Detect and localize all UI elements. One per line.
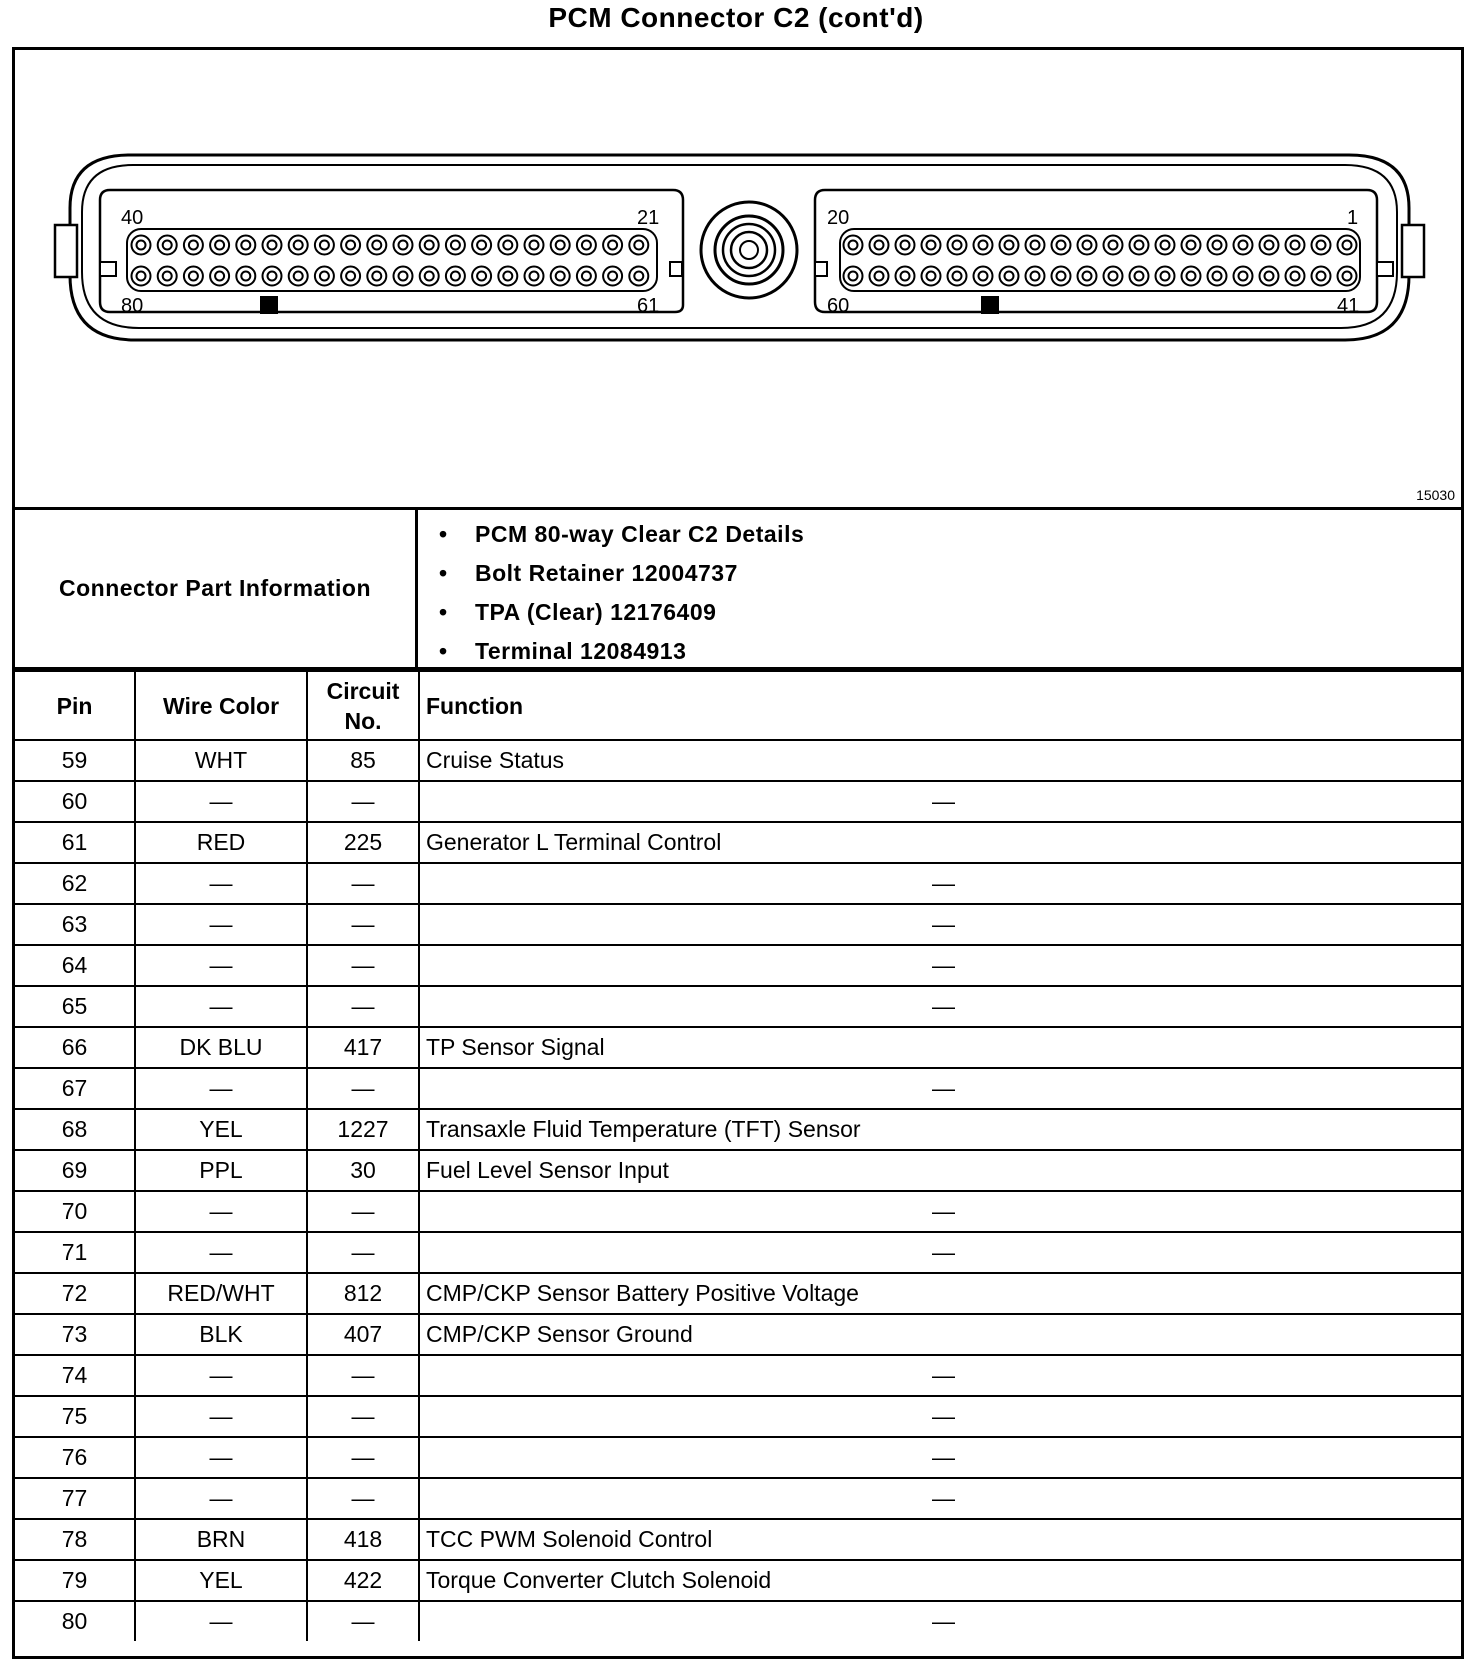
left-key-marker <box>260 296 278 314</box>
circuit-cell: 1227 <box>307 1109 419 1150</box>
wire-color-cell: — <box>135 1355 307 1396</box>
circuit-cell: 812 <box>307 1273 419 1314</box>
table-row <box>15 740 1461 781</box>
left-pin-cavity <box>289 236 308 255</box>
left-pin-cavity <box>394 236 413 255</box>
right-pin-cavity <box>922 236 941 255</box>
pin-cell: 74 <box>15 1355 135 1396</box>
right-pin-cavity <box>1234 267 1253 286</box>
table-row <box>15 1437 1461 1478</box>
table-row <box>15 1068 1461 1109</box>
left-pin-cavity <box>577 236 596 255</box>
pin-label-21: 21 <box>637 207 660 229</box>
right-pin-cavity <box>870 267 889 286</box>
left-pin-cavity <box>551 267 570 286</box>
right-pin-cavity <box>974 236 993 255</box>
wire-color-cell: — <box>135 1232 307 1273</box>
left-pin-cavity <box>525 236 544 255</box>
left-pin-cavity <box>394 267 413 286</box>
table-row <box>15 1601 1461 1641</box>
connector-detail-item: • Bolt Retainer 12004737 <box>439 560 738 586</box>
connector-detail-item: • PCM 80-way Clear C2 Details <box>439 521 805 547</box>
left-pin-cavity <box>184 267 203 286</box>
right-latch <box>1402 225 1424 277</box>
right-pin-cavity <box>1000 236 1019 255</box>
right-key-marker <box>981 296 999 314</box>
left-center-tab <box>670 262 682 276</box>
pin-table-body <box>15 740 1461 1641</box>
wire-color-cell: — <box>135 1191 307 1232</box>
left-pin-frame <box>127 229 657 291</box>
right-pin-cavity <box>1078 236 1097 255</box>
table-row <box>15 1191 1461 1232</box>
left-latch <box>55 225 77 277</box>
col-header-circuit: Circuit No. <box>307 671 419 740</box>
left-pin-cavity <box>132 236 151 255</box>
table-row <box>15 1478 1461 1519</box>
pin-cell: 77 <box>15 1478 135 1519</box>
right-pin-cavity <box>1156 236 1175 255</box>
right-pin-cavity <box>1130 267 1149 286</box>
connector-part-information <box>15 510 1461 670</box>
wire-color-cell: — <box>135 904 307 945</box>
pin-table <box>15 670 1461 1641</box>
left-pin-cavity <box>263 267 282 286</box>
right-pin-cavity <box>922 267 941 286</box>
right-pin-cavity <box>1234 236 1253 255</box>
circuit-cell: — <box>307 986 419 1027</box>
table-row <box>15 822 1461 863</box>
connector-face-drawing <box>15 50 1461 507</box>
right-pin-cavity <box>974 267 993 286</box>
wire-color-cell: — <box>135 781 307 822</box>
function-cell: TCC PWM Solenoid Control <box>419 1519 1461 1560</box>
pin-cell: 63 <box>15 904 135 945</box>
function-cell: — <box>419 1437 1461 1478</box>
wire-color-cell: YEL <box>135 1109 307 1150</box>
right-pin-cavity <box>1286 236 1305 255</box>
right-pin-cavity <box>896 236 915 255</box>
right-pin-cavity <box>1000 267 1019 286</box>
circuit-cell: 418 <box>307 1519 419 1560</box>
table-row <box>15 1519 1461 1560</box>
pin-cell: 65 <box>15 986 135 1027</box>
connector-detail-item: • Terminal 12084913 <box>439 638 687 664</box>
right-pin-cavity <box>1312 236 1331 255</box>
right-pin-cavity <box>1312 267 1331 286</box>
connector-sheet <box>12 47 1464 1659</box>
circuit-cell: 85 <box>307 740 419 781</box>
right-pin-cavity <box>1156 267 1175 286</box>
left-edge-tab <box>100 262 116 276</box>
col-header-wire-color: Wire Color <box>135 671 307 740</box>
connector-diagram <box>15 50 1461 510</box>
table-row <box>15 1232 1461 1273</box>
wire-color-cell: — <box>135 986 307 1027</box>
left-pin-cavity <box>315 267 334 286</box>
circuit-cell: — <box>307 1478 419 1519</box>
circuit-cell: 225 <box>307 822 419 863</box>
function-cell: — <box>419 1232 1461 1273</box>
circuit-cell: — <box>307 1437 419 1478</box>
left-pin-cavity <box>158 236 177 255</box>
right-pin-frame <box>840 229 1360 291</box>
left-pin-cavity <box>629 236 648 255</box>
right-pin-cavity <box>1026 236 1045 255</box>
circuit-cell: — <box>307 945 419 986</box>
pin-label-60: 60 <box>827 295 850 317</box>
pin-cell: 67 <box>15 1068 135 1109</box>
wire-color-cell: PPL <box>135 1150 307 1191</box>
wire-color-cell: — <box>135 945 307 986</box>
right-pin-cavity <box>1260 267 1279 286</box>
pin-cell: 68 <box>15 1109 135 1150</box>
pin-label-80: 80 <box>121 295 144 317</box>
wire-color-cell: — <box>135 1396 307 1437</box>
wire-color-cell: — <box>135 1601 307 1641</box>
pin-cell: 79 <box>15 1560 135 1601</box>
circuit-cell: — <box>307 1396 419 1437</box>
pin-label-1: 1 <box>1347 207 1359 229</box>
left-pin-cavity <box>341 267 360 286</box>
table-row <box>15 1355 1461 1396</box>
table-row <box>15 863 1461 904</box>
right-pin-cavity <box>1104 236 1123 255</box>
left-pin-cavity <box>420 267 439 286</box>
wire-color-cell: — <box>135 1068 307 1109</box>
right-pin-cavity <box>1338 267 1357 286</box>
pin-cell: 66 <box>15 1027 135 1068</box>
wire-color-cell: BLK <box>135 1314 307 1355</box>
left-pin-cavity <box>629 267 648 286</box>
col-header-function: Function <box>419 671 1461 740</box>
right-pin-cavity <box>1182 236 1201 255</box>
table-row <box>15 1396 1461 1437</box>
left-pin-cavity <box>551 236 570 255</box>
right-edge-tab <box>1377 262 1393 276</box>
right-center-tab <box>815 262 827 276</box>
left-pin-cavity <box>289 267 308 286</box>
table-header-row <box>15 671 1461 740</box>
pin-cell: 73 <box>15 1314 135 1355</box>
function-cell: Torque Converter Clutch Solenoid <box>419 1560 1461 1601</box>
pin-label-41: 41 <box>1337 295 1360 317</box>
right-pin-cavity <box>844 236 863 255</box>
pin-cell: 59 <box>15 740 135 781</box>
right-pin-cavity <box>1286 267 1305 286</box>
table-row <box>15 1273 1461 1314</box>
circuit-cell: — <box>307 781 419 822</box>
right-pin-cavity <box>844 267 863 286</box>
left-pin-cavity <box>132 267 151 286</box>
right-pin-cavity <box>1052 236 1071 255</box>
pin-cell: 75 <box>15 1396 135 1437</box>
left-pin-cavity <box>472 236 491 255</box>
function-cell: — <box>419 1191 1461 1232</box>
right-pin-cavity <box>870 236 889 255</box>
function-cell: TP Sensor Signal <box>419 1027 1461 1068</box>
function-cell: — <box>419 1068 1461 1109</box>
table-row <box>15 1560 1461 1601</box>
right-pin-cavity <box>1208 236 1227 255</box>
pin-cell: 76 <box>15 1437 135 1478</box>
connector-detail-item: • TPA (Clear) 12176409 <box>439 599 717 625</box>
right-pin-cavity <box>1130 236 1149 255</box>
circuit-cell: — <box>307 1355 419 1396</box>
left-pin-cavity <box>472 267 491 286</box>
pin-cell: 71 <box>15 1232 135 1273</box>
function-cell: — <box>419 904 1461 945</box>
right-pin-cavity <box>1104 267 1123 286</box>
pin-label-61: 61 <box>637 295 660 317</box>
left-pin-cavity <box>420 236 439 255</box>
function-cell: CMP/CKP Sensor Ground <box>419 1314 1461 1355</box>
pin-cell: 70 <box>15 1191 135 1232</box>
wire-color-cell: WHT <box>135 740 307 781</box>
left-pin-cavity <box>158 267 177 286</box>
table-row <box>15 1109 1461 1150</box>
left-pin-cavity <box>367 267 386 286</box>
left-pin-cavity <box>210 236 229 255</box>
function-cell: Cruise Status <box>419 740 1461 781</box>
page-title: PCM Connector C2 (cont'd) <box>548 2 924 33</box>
table-row <box>15 1150 1461 1191</box>
function-cell: — <box>419 1355 1461 1396</box>
circuit-cell: — <box>307 1601 419 1641</box>
col-header-pin: Pin <box>15 671 135 740</box>
right-pin-cavity <box>948 267 967 286</box>
circuit-cell: — <box>307 1232 419 1273</box>
right-pin-array <box>844 236 1357 286</box>
pin-cell: 61 <box>15 822 135 863</box>
circuit-cell: 417 <box>307 1027 419 1068</box>
wire-color-cell: RED/WHT <box>135 1273 307 1314</box>
wire-color-cell: BRN <box>135 1519 307 1560</box>
circuit-cell: — <box>307 1191 419 1232</box>
function-cell: — <box>419 781 1461 822</box>
left-pin-cavity <box>498 267 517 286</box>
function-cell: — <box>419 1601 1461 1641</box>
function-cell: Fuel Level Sensor Input <box>419 1150 1461 1191</box>
right-pin-cavity <box>1338 236 1357 255</box>
function-cell: — <box>419 945 1461 986</box>
figure-number: 15030 <box>1416 487 1455 503</box>
left-pin-cavity <box>236 267 255 286</box>
left-pin-cavity <box>263 236 282 255</box>
function-cell: — <box>419 986 1461 1027</box>
table-row <box>15 945 1461 986</box>
pin-cell: 80 <box>15 1601 135 1641</box>
left-pin-cavity <box>603 236 622 255</box>
left-pin-cavity <box>603 267 622 286</box>
left-pin-cavity <box>525 267 544 286</box>
table-row <box>15 1027 1461 1068</box>
wire-color-cell: — <box>135 863 307 904</box>
pin-cell: 60 <box>15 781 135 822</box>
circuit-cell: 30 <box>307 1150 419 1191</box>
wire-color-cell: DK BLU <box>135 1027 307 1068</box>
left-pin-cavity <box>498 236 517 255</box>
left-pin-cavity <box>315 236 334 255</box>
right-pin-cavity <box>1078 267 1097 286</box>
right-pin-cavity <box>1182 267 1201 286</box>
left-pin-cavity <box>236 236 255 255</box>
circuit-cell: 422 <box>307 1560 419 1601</box>
function-cell: CMP/CKP Sensor Battery Positive Voltage <box>419 1273 1461 1314</box>
left-pin-cavity <box>577 267 596 286</box>
pin-label-20: 20 <box>827 207 850 229</box>
table-row <box>15 986 1461 1027</box>
pin-label-40: 40 <box>121 207 144 229</box>
pin-cell: 69 <box>15 1150 135 1191</box>
function-cell: Transaxle Fluid Temperature (TFT) Sensor <box>419 1109 1461 1150</box>
circuit-cell: — <box>307 904 419 945</box>
function-cell: — <box>419 863 1461 904</box>
left-pin-cavity <box>367 236 386 255</box>
wire-color-cell: YEL <box>135 1560 307 1601</box>
left-pin-cavity <box>341 236 360 255</box>
left-pin-cavity <box>210 267 229 286</box>
connector-details-list <box>439 515 804 671</box>
right-pin-cavity <box>1208 267 1227 286</box>
table-row <box>15 1314 1461 1355</box>
pin-cell: 78 <box>15 1519 135 1560</box>
circuit-cell: — <box>307 863 419 904</box>
function-cell: — <box>419 1478 1461 1519</box>
wire-color-cell: RED <box>135 822 307 863</box>
right-pin-cavity <box>1260 236 1279 255</box>
circuit-cell: — <box>307 1068 419 1109</box>
pin-cell: 72 <box>15 1273 135 1314</box>
right-pin-cavity <box>896 267 915 286</box>
left-pin-cavity <box>446 267 465 286</box>
left-pin-array <box>132 236 649 286</box>
wire-color-cell: — <box>135 1478 307 1519</box>
connector-part-info-label: Connector Part Information <box>15 510 418 667</box>
circuit-cell: 407 <box>307 1314 419 1355</box>
table-row <box>15 781 1461 822</box>
right-pin-cavity <box>1052 267 1071 286</box>
right-pin-cavity <box>1026 267 1045 286</box>
function-cell: Generator L Terminal Control <box>419 822 1461 863</box>
wire-color-cell: — <box>135 1437 307 1478</box>
right-pin-cavity <box>948 236 967 255</box>
left-pin-cavity <box>184 236 203 255</box>
left-pin-cavity <box>446 236 465 255</box>
function-cell: — <box>419 1396 1461 1437</box>
pin-cell: 62 <box>15 863 135 904</box>
table-row <box>15 904 1461 945</box>
pin-cell: 64 <box>15 945 135 986</box>
